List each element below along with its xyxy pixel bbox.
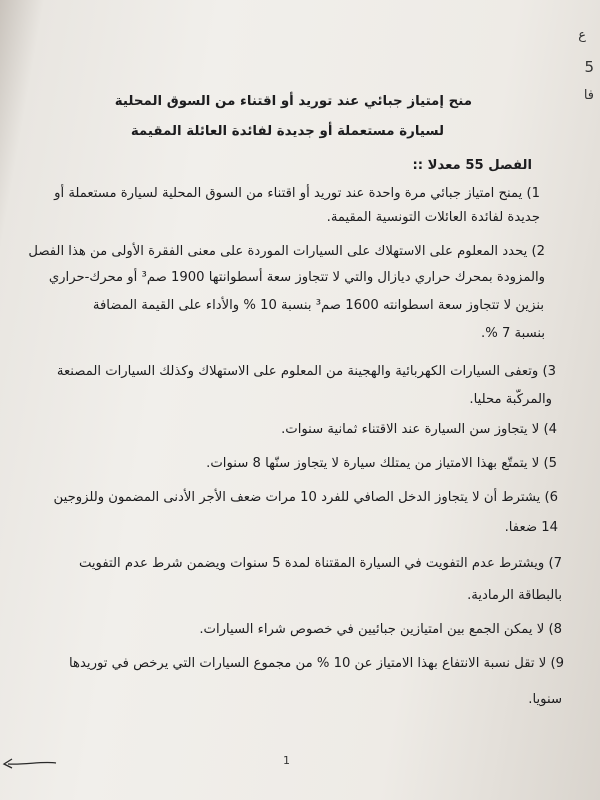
- paragraph-line: والمركّبة محليا.: [469, 392, 552, 407]
- margin-fragment: 5: [584, 58, 594, 76]
- page-number: 1: [283, 754, 290, 767]
- paragraph-line: 6) يشترط أن لا يتجاوز الدخل الصافي للفرد 10 مرات ضعف الأجر الأدنى المضمون وللزوجين: [53, 490, 558, 505]
- paragraph-line: 14 ضعفا.: [504, 520, 558, 535]
- paragraph-line: سنويا.: [528, 692, 562, 707]
- paragraph-line: 2) يحدد المعلوم على الاستهلاك على السيارات الموردة على معنى الفقرة الأولى من هذا الفصل: [28, 244, 545, 259]
- paragraph-line: 7) ويشترط عدم التفويت في السيارة المقتناة لمدة 5 سنوات ويضمن شرط عدم التفويت: [78, 556, 562, 571]
- paragraph-line: بنزين لا تتجاوز سعة اسطوانته 1600 صم³ بنسبة 10 % والأداء على القيمة المضافة: [92, 298, 544, 313]
- margin-fragment: ع: [578, 28, 586, 43]
- paragraph-line: 3) وتعفى السيارات الكهربائية والهجينة من المعلوم على الاستهلاك وكذلك السيارات المصنعة: [56, 364, 556, 379]
- paragraph-line: بالبطاقة الرمادية.: [467, 588, 562, 603]
- paragraph-line: 5) لا يتمتّع بهذا الامتياز من يمتلك سيارة لا يتجاوز سنّها 8 سنوات.: [206, 456, 557, 471]
- paragraph-line: بنسبة 7 %.: [481, 326, 545, 341]
- paragraph-line: 1) يمنح امتياز جبائي مرة واحدة عند توريد أو اقتناء من السوق المحلية لسيارة مستعملة أو: [54, 186, 540, 201]
- paragraph-line: 8) لا يمكن الجمع بين امتيازين جبائيين في خصوص شراء السيارات.: [199, 622, 562, 637]
- paragraph-line: 4) لا يتجاوز سن السيارة عند الاقتناء ثمانية سنوات.: [281, 422, 557, 437]
- paragraph-line: جديدة لفائدة العائلات التونسية المقيمة.: [326, 210, 540, 225]
- document-title-line-2: لسيارة مستعملة أو جديدة لفائدة العائلة المقيمة: [130, 124, 444, 139]
- margin-fragment: فا: [583, 88, 594, 103]
- paragraph-line: والمزودة بمحرك حراري ديازال والتي لا تتجاوز سعة أسطوانتها 1900 صم³ أو محرك-حراري: [48, 270, 545, 285]
- arrow-icon: [0, 756, 60, 772]
- chapter-heading: الفصل 55 معدلا ::: [412, 158, 532, 173]
- document-title-line-1: منح إمتياز جبائي عند توريد أو اقتناء من السوق المحلية: [114, 94, 472, 109]
- paragraph-line: 9) لا تقل نسبة الانتفاع بهذا الامتياز عن 10 % من مجموع السيارات التي يرخص في توريدها: [69, 656, 564, 671]
